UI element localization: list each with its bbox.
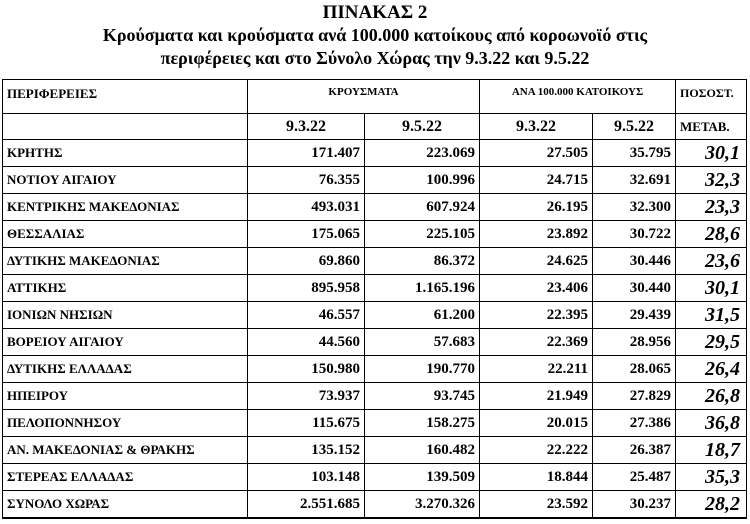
cell-cases-9-3-22: 115.675 — [248, 410, 365, 437]
cell-cases-9-3-22: 103.148 — [248, 464, 365, 491]
cell-region: ΙΟΝΙΩΝ ΝΗΣΙΩΝ — [3, 302, 248, 329]
table-row — [3, 221, 747, 248]
cell-cases-9-5-22: 57.683 — [365, 329, 480, 356]
cell-per100k-9-3-22: 27.505 — [480, 140, 593, 167]
cell-region: ΝΟΤΙΟΥ ΑΙΓΑΙΟΥ — [3, 167, 248, 194]
cell-cases-9-3-22: 175.065 — [248, 221, 365, 248]
cell-pct-change: 26,4 — [676, 356, 747, 383]
cell-per100k-9-5-22: 32.691 — [593, 167, 676, 194]
cell-per100k-9-5-22: 30.237 — [593, 491, 676, 519]
cell-cases-9-5-22: 93.745 — [365, 383, 480, 410]
cell-per100k-9-5-22: 27.386 — [593, 410, 676, 437]
cell-cases-9-3-22: 2.551.685 — [248, 491, 365, 519]
cell-cases-9-3-22: 150.980 — [248, 356, 365, 383]
cell-cases-9-5-22: 190.770 — [365, 356, 480, 383]
header-date-per100k-1: 9.3.22 — [480, 114, 593, 140]
cell-cases-9-3-22: 895.958 — [248, 275, 365, 302]
cell-cases-9-5-22: 607.924 — [365, 194, 480, 221]
cell-cases-9-3-22: 46.557 — [248, 302, 365, 329]
table-row — [3, 167, 747, 194]
cell-region: ΑΝ. ΜΑΚΕΔΟΝΙΑΣ & ΘΡΑΚΗΣ — [3, 437, 248, 464]
cell-per100k-9-3-22: 22.395 — [480, 302, 593, 329]
table-row — [3, 410, 747, 437]
cell-per100k-9-3-22: 22.222 — [480, 437, 593, 464]
cell-pct-change: 26,8 — [676, 383, 747, 410]
table-row — [3, 437, 747, 464]
table-row-total — [3, 491, 747, 519]
cell-region: ΔΥΤΙΚΗΣ ΕΛΛΑΔΑΣ — [3, 356, 248, 383]
cell-pct-change: 28,2 — [676, 491, 747, 519]
cell-cases-9-5-22: 1.165.196 — [365, 275, 480, 302]
cell-per100k-9-5-22: 25.487 — [593, 464, 676, 491]
table-row — [3, 383, 747, 410]
cell-cases-9-5-22: 86.372 — [365, 248, 480, 275]
cell-cases-9-3-22: 76.355 — [248, 167, 365, 194]
cell-cases-9-5-22: 223.069 — [365, 140, 480, 167]
header-per100k: ΑΝΑ 100.000 ΚΑΤΟΙΚΟΥΣ — [480, 80, 676, 114]
cell-pct-change: 30,1 — [676, 275, 747, 302]
cell-region: ΔΥΤΙΚΗΣ ΜΑΚΕΔΟΝΙΑΣ — [3, 248, 248, 275]
cell-pct-change: 36,8 — [676, 410, 747, 437]
cell-cases-9-5-22: 158.275 — [365, 410, 480, 437]
header-cases: ΚΡΟΥΣΜΑΤΑ — [248, 80, 480, 114]
cell-cases-9-5-22: 139.509 — [365, 464, 480, 491]
cell-per100k-9-3-22: 21.949 — [480, 383, 593, 410]
table-row — [3, 140, 747, 167]
cell-pct-change: 23,3 — [676, 194, 747, 221]
cell-per100k-9-3-22: 23.406 — [480, 275, 593, 302]
table-subtitle-line1: Κρούσματα και κρούσματα ανά 100.000 κατοίκους από κοροωνοϊό στις — [102, 25, 648, 45]
cell-region: ΠΕΛΟΠΟΝΝΗΣΟΥ — [3, 410, 248, 437]
header-date-cases-2: 9.5.22 — [365, 114, 480, 140]
cell-region: ΗΠΕΙΡΟΥ — [3, 383, 248, 410]
cell-per100k-9-5-22: 27.829 — [593, 383, 676, 410]
cell-cases-9-3-22: 44.560 — [248, 329, 365, 356]
cell-cases-9-5-22: 160.482 — [365, 437, 480, 464]
cell-pct-change: 18,7 — [676, 437, 747, 464]
cell-pct-change: 35,3 — [676, 464, 747, 491]
cell-per100k-9-5-22: 30.722 — [593, 221, 676, 248]
header-date-per100k-2: 9.5.22 — [593, 114, 676, 140]
cell-cases-9-3-22: 135.152 — [248, 437, 365, 464]
cell-per100k-9-5-22: 35.795 — [593, 140, 676, 167]
cell-region: ΣΥΝΟΛΟ ΧΩΡΑΣ — [3, 491, 248, 519]
header-pct-change-1: ΠΟΣΟΣΤ. — [676, 80, 747, 114]
header-blank — [3, 114, 248, 140]
header-date-cases-1: 9.3.22 — [248, 114, 365, 140]
header-row-2 — [3, 114, 747, 140]
cell-pct-change: 31,5 — [676, 302, 747, 329]
cell-per100k-9-5-22: 28.065 — [593, 356, 676, 383]
cell-per100k-9-5-22: 28.956 — [593, 329, 676, 356]
cell-region: ΑΤΤΙΚΗΣ — [3, 275, 248, 302]
cell-region: ΚΕΝΤΡΙΚΗΣ ΜΑΚΕΔΟΝΙΑΣ — [3, 194, 248, 221]
cell-per100k-9-3-22: 23.892 — [480, 221, 593, 248]
table-row — [3, 248, 747, 275]
table-title: ΠΙΝΑΚΑΣ 2 — [322, 2, 428, 23]
cell-per100k-9-5-22: 26.387 — [593, 437, 676, 464]
table-row — [3, 329, 747, 356]
cell-per100k-9-5-22: 32.300 — [593, 194, 676, 221]
table-row — [3, 275, 747, 302]
table-row — [3, 464, 747, 491]
cell-region: ΚΡΗΤΗΣ — [3, 140, 248, 167]
header-region: ΠΕΡΙΦΕΡΕΙΕΣ — [3, 80, 248, 114]
cell-cases-9-5-22: 100.996 — [365, 167, 480, 194]
cell-cases-9-3-22: 73.937 — [248, 383, 365, 410]
cell-pct-change: 23,6 — [676, 248, 747, 275]
cell-per100k-9-3-22: 26.195 — [480, 194, 593, 221]
cell-per100k-9-3-22: 22.369 — [480, 329, 593, 356]
table-subtitle-line2: περιφέρειες και στο Σύνολο Χώρας την 9.3.22 και 9.5.22 — [160, 48, 590, 68]
covid-cases-table — [2, 79, 747, 519]
cell-region: ΘΕΣΣΑΛΙΑΣ — [3, 221, 248, 248]
cell-cases-9-3-22: 171.407 — [248, 140, 365, 167]
cell-pct-change: 32,3 — [676, 167, 747, 194]
table-row — [3, 356, 747, 383]
cell-per100k-9-5-22: 30.440 — [593, 275, 676, 302]
cell-pct-change: 29,5 — [676, 329, 747, 356]
cell-per100k-9-3-22: 24.625 — [480, 248, 593, 275]
cell-per100k-9-3-22: 22.211 — [480, 356, 593, 383]
cell-per100k-9-3-22: 18.844 — [480, 464, 593, 491]
header-pct-change-2: ΜΕΤΑΒ. — [676, 114, 747, 140]
cell-pct-change: 30,1 — [676, 140, 747, 167]
header-row-1 — [3, 80, 747, 114]
cell-region: ΒΟΡΕΙΟΥ ΑΙΓΑΙΟΥ — [3, 329, 248, 356]
cell-per100k-9-3-22: 24.715 — [480, 167, 593, 194]
cell-per100k-9-5-22: 29.439 — [593, 302, 676, 329]
cell-per100k-9-3-22: 20.015 — [480, 410, 593, 437]
cell-cases-9-5-22: 225.105 — [365, 221, 480, 248]
cell-cases-9-3-22: 493.031 — [248, 194, 365, 221]
cell-cases-9-5-22: 61.200 — [365, 302, 480, 329]
cell-cases-9-5-22: 3.270.326 — [365, 491, 480, 519]
cell-cases-9-3-22: 69.860 — [248, 248, 365, 275]
cell-region: ΣΤΕΡΕΑΣ ΕΛΛΑΔΑΣ — [3, 464, 248, 491]
cell-per100k-9-3-22: 23.592 — [480, 491, 593, 519]
cell-per100k-9-5-22: 30.446 — [593, 248, 676, 275]
table-row — [3, 194, 747, 221]
table-row — [3, 302, 747, 329]
cell-pct-change: 28,6 — [676, 221, 747, 248]
